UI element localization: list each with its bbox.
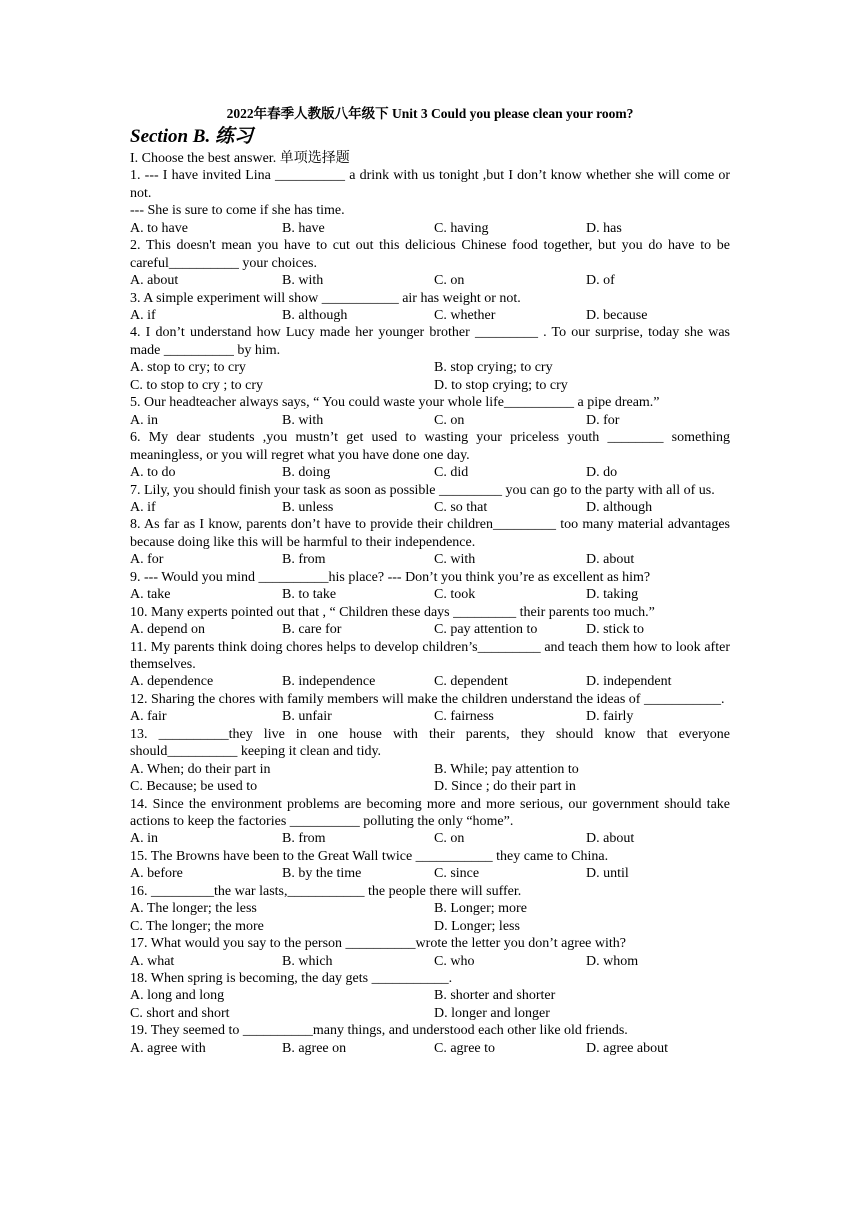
question-stem: 15. The Browns have been to the Great Wall twice ___________ they came to China. (130, 848, 609, 864)
question-item (130, 516, 730, 568)
option-row (130, 307, 730, 324)
option-row (130, 1005, 730, 1022)
answer-option: C. Because; be used to (130, 779, 258, 795)
option-row (130, 359, 730, 376)
question-stem: 7. Lily, you should finish your task as soon as possible _________ you can go to the party with all of us. (130, 482, 715, 498)
answer-option: B. which (282, 953, 333, 969)
question-stem: 3. A simple experiment will show ___________ air has weight or not. (130, 290, 521, 306)
answer-option: D. stick to (586, 622, 644, 638)
answer-option: C. on (434, 831, 465, 847)
question-item (130, 429, 730, 481)
option-row (130, 499, 730, 516)
answer-option: B. unless (282, 499, 334, 515)
answer-option: A. stop to cry; to cry (130, 360, 246, 376)
answer-option: B. from (282, 831, 326, 847)
answer-option: B. Longer; more (434, 901, 527, 917)
answer-option: D. until (586, 866, 629, 882)
answer-option: B. unfair (282, 709, 332, 725)
question-item (130, 970, 730, 1022)
option-row (130, 900, 730, 917)
option-row (130, 551, 730, 568)
answer-option: C. since (434, 866, 480, 882)
question-item (130, 796, 730, 848)
answer-option: D. for (586, 412, 620, 428)
instruction-line: I. Choose the best answer. 单项选择题 (130, 151, 350, 166)
answer-option: A. dependence (130, 674, 214, 690)
answer-option: D. although (586, 499, 653, 515)
answer-option: C. agree to (434, 1040, 496, 1056)
answer-option: C. pay attention to (434, 622, 538, 638)
question-item (130, 237, 730, 289)
answer-option: B. have (282, 220, 325, 236)
question-stem: 18. When spring is becoming, the day gets ___________. (130, 970, 453, 986)
question-item (130, 935, 730, 970)
option-row (130, 220, 730, 237)
answer-option: A. When; do their part in (130, 761, 271, 777)
question-item (130, 691, 730, 726)
answer-option: A. long and long (130, 988, 225, 1004)
answer-option: C. dependent (434, 674, 508, 690)
question-stem: 16. _________the war lasts,___________ the people there will suffer. (130, 883, 522, 899)
question-item (130, 167, 730, 237)
question-stem: 5. Our headteacher always says, “ You could waste your whole life__________ a pipe dream.” (130, 395, 660, 411)
document-title: 2022年春季人教版八年级下 Unit 3 Could you please clean your room? (226, 106, 634, 121)
question-item (130, 324, 730, 394)
answer-option: A. to have (130, 220, 188, 236)
answer-option: D. whom (586, 953, 639, 969)
question-item (130, 639, 730, 691)
answer-option: D. of (586, 273, 615, 289)
question-stem: 6. My dear students ,you mustn’t get used to wasting your priceless youth ________ something meaningless, or you will regret what you have done one day. (130, 430, 730, 463)
option-row (130, 1040, 730, 1057)
worksheet-page (130, 104, 730, 1057)
answer-option: A. agree with (130, 1040, 206, 1056)
question-stem: 1. --- I have invited Lina __________ a drink with us tonight ,but I don’t know whether she will come or not. (130, 168, 730, 201)
answer-option: A. The longer; the less (130, 901, 257, 917)
answer-option: A. about (130, 273, 179, 289)
answer-option: C. The longer; the more (130, 918, 264, 934)
answer-option: B. While; pay attention to (434, 761, 579, 777)
question-item (130, 726, 730, 796)
answer-option: A. in (130, 831, 158, 847)
option-row (130, 464, 730, 481)
option-row (130, 621, 730, 638)
option-row (130, 918, 730, 935)
option-row (130, 272, 730, 289)
option-row (130, 778, 730, 795)
answer-option: C. short and short (130, 1005, 230, 1021)
question-stem: 14. Since the environment problems are becoming more and more serious, our government should take actions to keep the factories __________ polluting the only “home”. (130, 796, 730, 829)
answer-option: C. to stop to cry ; to cry (130, 377, 263, 393)
answer-option: B. care for (282, 622, 342, 638)
question-stem: 11. My parents think doing chores helps to develop children’s_________ and teach them how to look after themselves. (130, 639, 730, 672)
answer-option: B. agree on (282, 1040, 347, 1056)
answer-option: B. independence (282, 674, 376, 690)
option-row (130, 761, 730, 778)
answer-option: C. on (434, 412, 465, 428)
answer-option: A. what (130, 953, 175, 969)
answer-option: D. to stop crying; to cry (434, 377, 568, 393)
question-stem: 13. __________they live in one house with their parents, they should know that everyone should__________ keeping it clean and tidy. (130, 726, 730, 760)
answer-option: C. did (434, 465, 469, 481)
answer-option: A. to do (130, 465, 176, 481)
answer-option: D. independent (586, 674, 672, 690)
answer-option: B. by the time (282, 866, 362, 882)
question-item (130, 290, 730, 325)
answer-option: B. from (282, 552, 326, 568)
question-item (130, 394, 730, 429)
answer-option: D. longer and longer (434, 1005, 550, 1021)
answer-option: D. about (586, 552, 635, 568)
answer-option: A. for (130, 552, 164, 568)
answer-option: A. if (130, 308, 156, 324)
answer-option: B. with (282, 412, 324, 428)
answer-option: B. doing (282, 465, 331, 481)
answer-option: D. Since ; do their part in (434, 779, 576, 795)
question-stem: 4. I don’t understand how Lucy made her younger brother _________ . To our surprise, today she was made __________ by him. (130, 325, 730, 358)
answer-option: D. Longer; less (434, 918, 520, 934)
option-row (130, 987, 730, 1004)
option-row (130, 377, 730, 394)
answer-option: C. fairness (434, 709, 494, 725)
answer-option: D. about (586, 831, 635, 847)
answer-option: B. shorter and shorter (434, 988, 556, 1004)
question-stem: 9. --- Would you mind __________his place? --- Don’t you think you’re as excellent as him? (130, 569, 651, 585)
answer-option: C. with (434, 552, 476, 568)
answer-option: A. depend on (130, 622, 206, 638)
question-item (130, 482, 730, 517)
option-row (130, 830, 730, 847)
answer-option: C. who (434, 953, 475, 969)
question-list (130, 167, 730, 1057)
option-row (130, 953, 730, 970)
answer-option: A. take (130, 587, 171, 603)
answer-option: A. if (130, 499, 156, 515)
option-row (130, 865, 730, 882)
option-row (130, 412, 730, 429)
answer-option: B. although (282, 308, 348, 324)
answer-option: B. with (282, 273, 324, 289)
question-item (130, 1022, 730, 1057)
answer-option: C. whether (434, 308, 496, 324)
answer-option: A. in (130, 412, 158, 428)
answer-option: A. before (130, 866, 183, 882)
answer-option: C. having (434, 220, 489, 236)
question-stem: 12. Sharing the chores with family members will make the children understand the ideas of ___________. (130, 691, 725, 707)
answer-option: D. has (586, 220, 622, 236)
answer-option: D. taking (586, 587, 639, 603)
option-row (130, 673, 730, 690)
question-item (130, 848, 730, 883)
answer-option: B. to take (282, 587, 337, 603)
answer-option: D. agree about (586, 1040, 669, 1056)
answer-option: D. fairly (586, 709, 634, 725)
option-row (130, 708, 730, 725)
question-item (130, 604, 730, 639)
option-row (130, 586, 730, 603)
question-stem: 8. As far as I know, parents don’t have to provide their children_________ too many material advantages because doing like this will be harmful to their independence. (130, 517, 730, 550)
question-dialogue-line: --- She is sure to come if she has time. (130, 203, 345, 219)
question-item (130, 569, 730, 604)
section-heading: Section B. 练习 (130, 126, 253, 147)
answer-option: B. stop crying; to cry (434, 360, 553, 376)
question-item (130, 883, 730, 935)
answer-option: C. took (434, 587, 476, 603)
answer-option: D. do (586, 465, 618, 481)
question-stem: 10. Many experts pointed out that , “ Children these days _________ their parents too much.” (130, 604, 655, 620)
answer-option: C. on (434, 273, 465, 289)
answer-option: C. so that (434, 499, 488, 515)
answer-option: A. fair (130, 709, 167, 725)
question-stem: 19. They seemed to __________many things, and understood each other like old friends. (130, 1023, 628, 1039)
question-stem: 17. What would you say to the person __________wrote the letter you don’t agree with? (130, 936, 626, 952)
question-stem: 2. This doesn't mean you have to cut out this delicious Chinese food together, but you do have to be careful__________ your choices. (130, 238, 730, 271)
answer-option: D. because (586, 308, 648, 324)
